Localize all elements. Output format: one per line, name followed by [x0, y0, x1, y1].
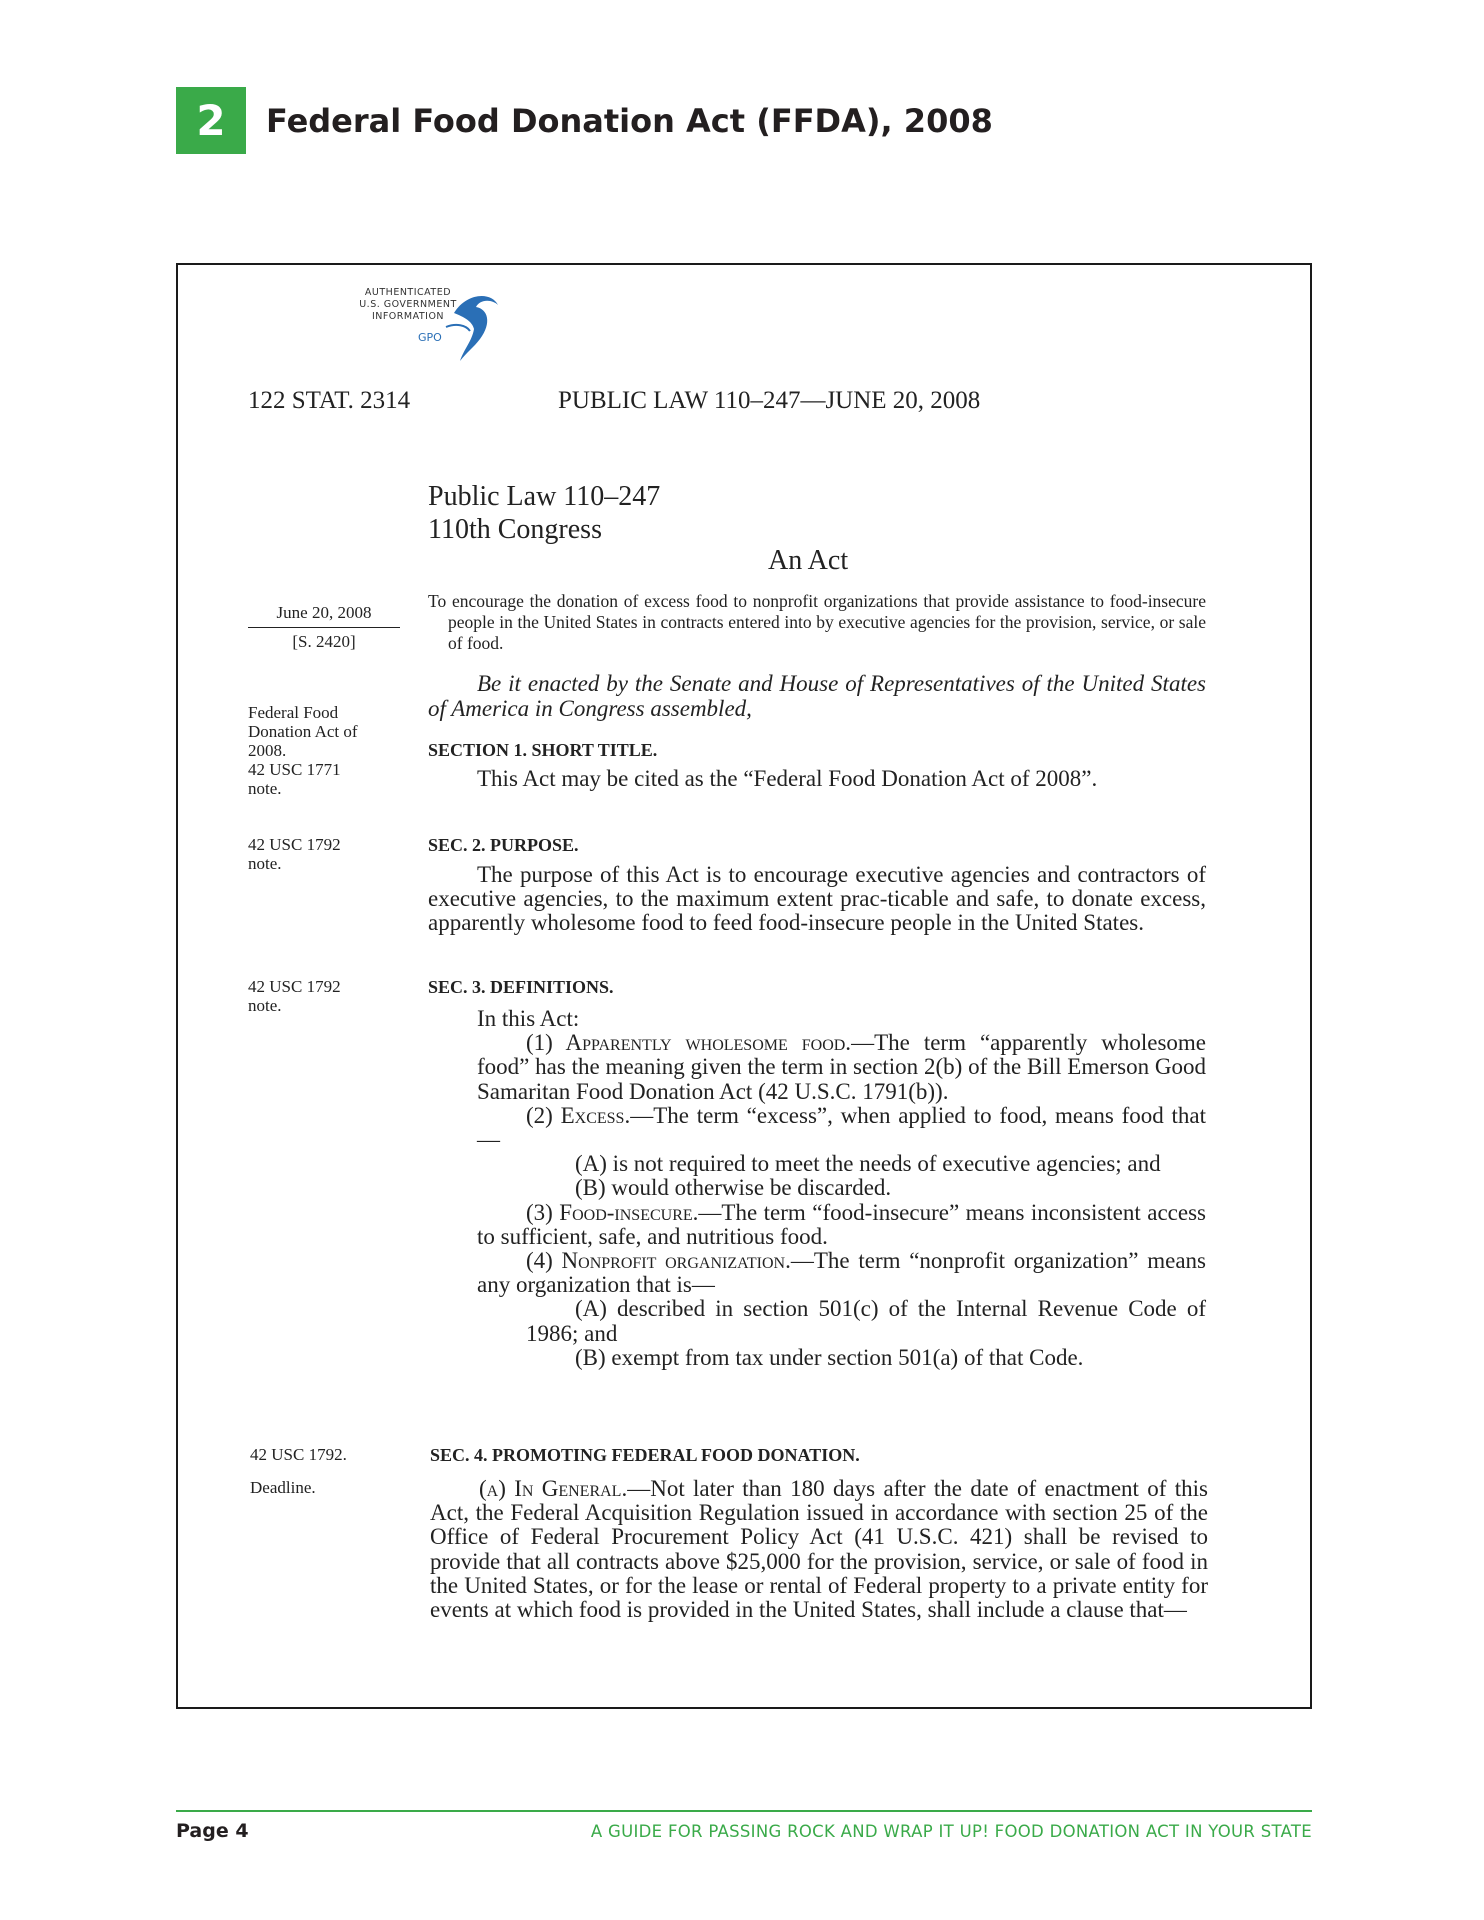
margin-note-line: note. [248, 996, 282, 1015]
scanned-document [176, 263, 1312, 1709]
margin-note-sec4 [250, 1445, 347, 1497]
definition-1-label: (1) Apparently wholesome food. [526, 1030, 852, 1056]
section-1-text: This Act may be cited as the “Federal Food Donation Act of 2008”. [477, 766, 1098, 791]
footer-divider [176, 1810, 1312, 1812]
section-1-heading: SECTION 1. SHORT TITLE. [428, 740, 658, 760]
margin-note-line: note. [248, 854, 282, 873]
section-4-heading: SEC. 4. PROMOTING FEDERAL FOOD DONATION. [430, 1445, 860, 1465]
definition-4b: (B) exempt from tax under section 501(a) of that Code. [575, 1344, 1084, 1370]
definitions-intro: In this Act: [477, 1006, 580, 1031]
section-2-text: The purpose of this Act is to encourage executive agencies and contractors of executive agencies, to the maximum extent prac-ticable and safe, to donate excess, apparently wholesome food to feed food-insecure people in the United States. [428, 862, 1206, 935]
definition-2-text: —The term “excess”, when applied to food, means food that— [477, 1102, 1206, 1153]
gpo-line-2: U.S. GOVERNMENT [359, 299, 457, 310]
enacting-clause: Be it enacted by the Senate and House of Representatives of the United States of America in Congress assembled, [428, 671, 1206, 721]
page-title: Federal Food Donation Act (FFDA), 2008 [266, 101, 993, 140]
margin-note-line: 42 USC 1792 [248, 835, 341, 854]
an-act-heading: An Act [768, 545, 849, 576]
margin-note-line: Deadline. [250, 1478, 316, 1497]
gpo-mark: GPO [418, 331, 442, 344]
margin-note-sec3 [248, 977, 341, 1015]
enactment-date-box [248, 603, 400, 652]
gpo-line-1: AUTHENTICATED [364, 287, 452, 298]
definition-2b: (B) would otherwise be discarded. [575, 1175, 892, 1201]
margin-note-line: Federal Food [248, 703, 339, 722]
definition-4 [477, 1249, 1206, 1297]
definition-1-text: —The term “apparently wholesome food” has the meaning given the term in section 2(b) of the Bill Emerson Good Samaritan Food Donation Act (42 U.S.C. 1791(b)). [477, 1030, 1206, 1104]
congress-number: 110th Congress [428, 514, 602, 545]
section-2-heading: SEC. 2. PURPOSE. [428, 835, 579, 855]
definition-4-text: —The term “nonprofit organization” means any organization that is— [477, 1248, 1206, 1298]
page-header [176, 87, 993, 154]
margin-note-line: Donation Act of [248, 722, 358, 741]
definition-3-text: —The term “food-insecure” means inconsistent access to sufficient, safe, and nutritious food. [477, 1199, 1206, 1249]
page-number: Page 4 [176, 1820, 249, 1842]
running-head: PUBLIC LAW 110–247—JUNE 20, 2008 [558, 387, 981, 414]
section-4a-text [430, 1477, 1208, 1622]
margin-note-ffda [248, 703, 358, 798]
definitions-list [428, 1007, 1206, 1370]
definition-4-label: (4) Nonprofit organization. [526, 1248, 791, 1274]
definition-2 [477, 1104, 1206, 1152]
definition-1 [477, 1031, 1206, 1104]
margin-note-line: 42 USC 1792. [250, 1445, 347, 1464]
section-4a-label: (a) In General. [479, 1476, 628, 1501]
definition-3-label: (3) Food-insecure. [526, 1199, 699, 1225]
definition-2-label: (2) Excess. [526, 1102, 631, 1128]
section-number-badge: 2 [176, 87, 246, 154]
gpo-line-3: INFORMATION [371, 311, 445, 322]
margin-note-line: note. [248, 779, 282, 798]
section-4a-body: —Not later than 180 days after the date of enactment of this Act, the Federal Acquisition Regulation issued in accordance with section 25 of the Office of Federal Procurement Policy Act (41 U.S.C. 421) shall be revised to provide that all contracts above $25,000 for the provision, service, or sale of food in the United States, or for the lease or rental of Federal property to a private entity for events at which food is provided in the United States, shall include a clause that— [430, 1476, 1208, 1623]
definition-2a: (A) is not required to meet the needs of executive agencies; and [575, 1151, 1161, 1177]
guide-title: A GUIDE FOR PASSING ROCK AND WRAP IT UP! FOOD DONATION ACT IN YOUR STATE [590, 1822, 1312, 1841]
margin-note-line: 42 USC 1771 [248, 760, 341, 779]
stat-citation: 122 STAT. 2314 [248, 387, 411, 414]
margin-note-line: 42 USC 1792 [248, 977, 341, 996]
act-summary: To encourage the donation of excess food to nonprofit organizations that provide assistance to food-insecure people in the United States in contracts entered into by executive agencies for the provision, service, or sale of food. [428, 591, 1206, 653]
public-law-number: Public Law 110–247 [428, 481, 661, 512]
definition-4a: (A) described in section 501(c) of the Internal Revenue Code of 1986; and [526, 1296, 1206, 1346]
enactment-date: June 20, 2008 [248, 603, 400, 628]
margin-note-sec2 [248, 835, 341, 873]
margin-note-line: 2008. [248, 741, 287, 760]
gpo-eagle-logo-icon [436, 283, 506, 365]
section-3-heading: SEC. 3. DEFINITIONS. [428, 977, 614, 997]
bill-number: [S. 2420] [292, 632, 356, 651]
definition-3 [477, 1201, 1206, 1249]
